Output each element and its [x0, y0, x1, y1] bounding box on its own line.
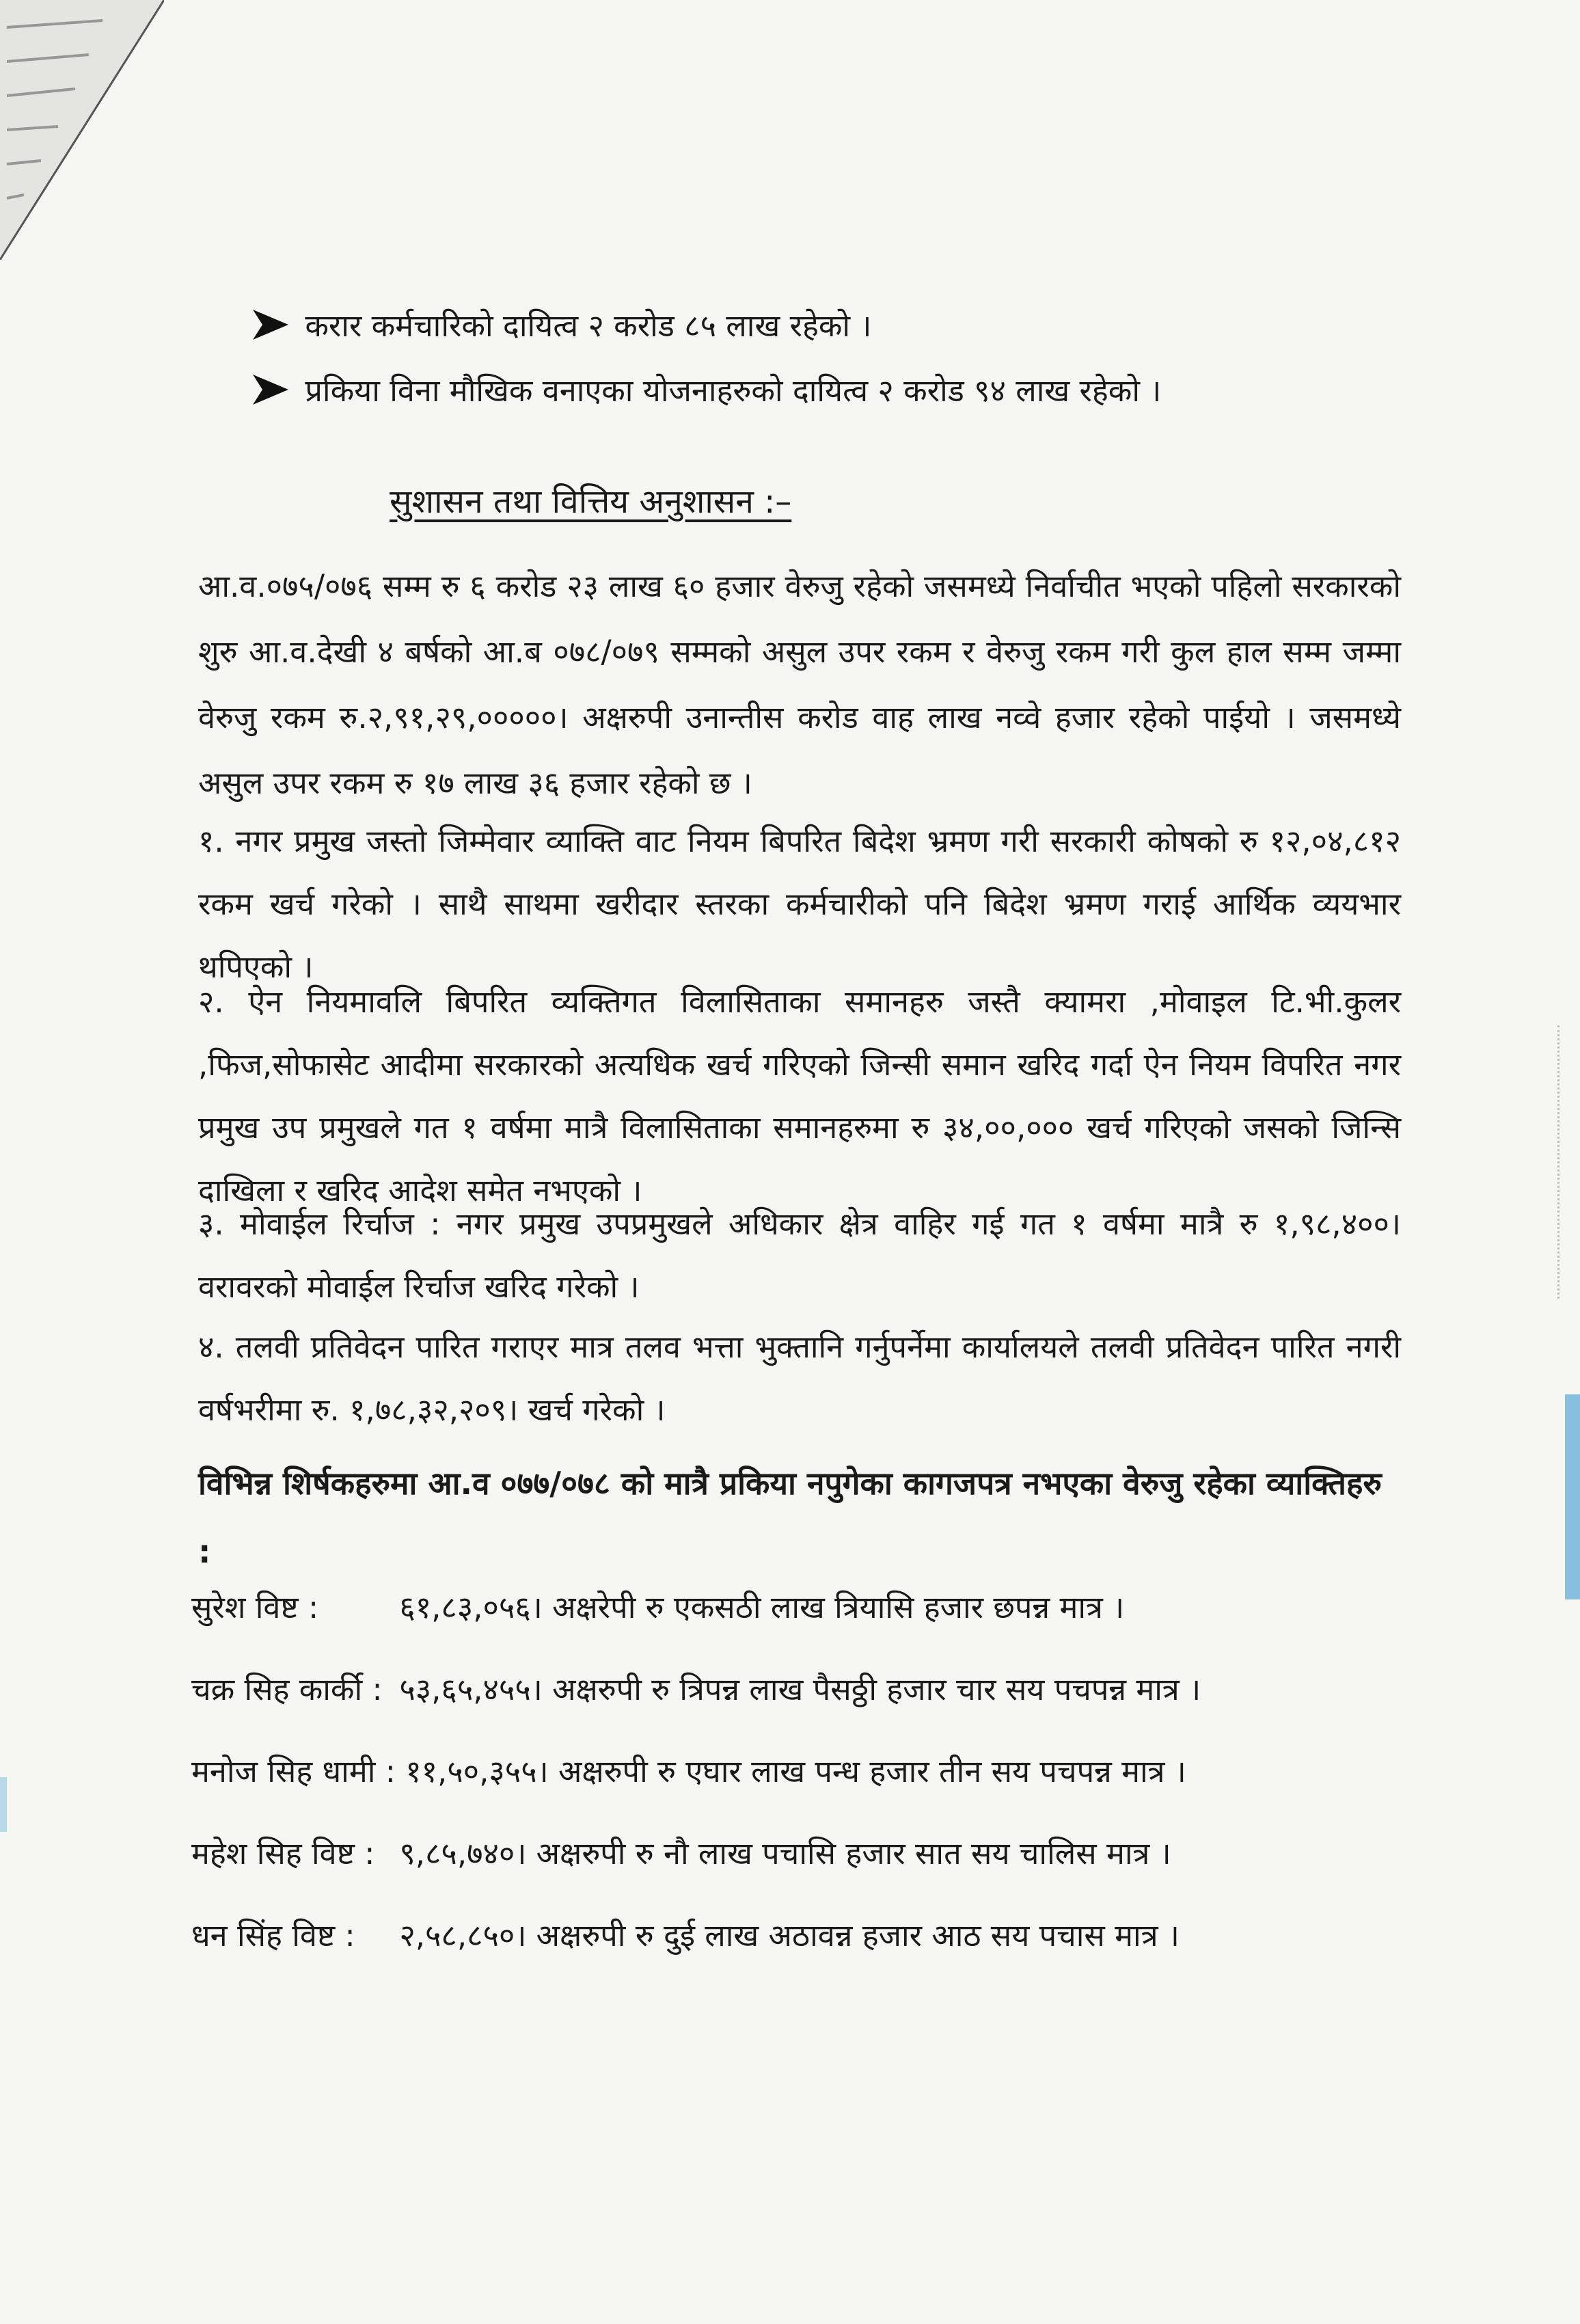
- person-name: मनोज सिह धामी :: [191, 1753, 396, 1789]
- numbered-point: ३. मोवाईल रिर्चाज : नगर प्रमुख उपप्रमुखले अधिकार क्षेत्र वाहिर गई गत १ वर्षमा मात्रै रु १,९८,४००। वरावरको मोवाईल रिर्चाज खरिद गरेको ।: [198, 1206, 1401, 1305]
- person-name: चक्र सिह कार्की :: [191, 1671, 383, 1707]
- person-row: [191, 1832, 1171, 1874]
- person-amount: ९,८५,७४०। अक्षरुपी रु नौ लाख पचासि हजार सात सय चालिस मात्र ।: [399, 1835, 1171, 1872]
- person-amount: २,५८,८५०। अक्षरुपी रु दुई लाख अठावन्न हजार आठ सय पचास मात्र ।: [399, 1917, 1180, 1954]
- numbered-point: ४. तलवी प्रतिवेदन पारित गराएर मात्र तलव भत्ता भुक्तानि गर्नुपर्नेमा कार्यालयले तलवी प्रतिवेदन पारित नगरी वर्षभरीमा रु. १,७८,३२,२०९। खर्च गरेको ।: [198, 1329, 1401, 1428]
- bullet-item: [253, 369, 1161, 412]
- person-amount: ५३,६५,४५५। अक्षरुपी रु त्रिपन्न लाख पैसठ्ठी हजार चार सय पचपन्न मात्र ।: [399, 1671, 1201, 1707]
- person-row: [191, 1668, 1201, 1710]
- arrow-bullet-icon: [253, 310, 295, 347]
- numbered-point: २. ऐन नियमावलि बिपरित व्यक्तिगत विलासिताका समानहरु जस्तै क्यामरा ,मोवाइल टि.भी.कुलर ,फिज,सोफासेट आदीमा सरकारको अत्यधिक खर्च गरिएको जिन्सी समान खरिद गर्दा ऐन नियम विपरित नगर प्रमुख उप प्रमुखले गत १ वर्षमा मात्रै विलासिताका समानहरुमा रु ३४,००,००० खर्च गरिएको जसको जिन्सि दाखिला र खरिद आदेश समेत नभएको ।: [198, 984, 1401, 1208]
- folded-paper-corner: [0, 0, 164, 260]
- page-edge-marks: [1553, 1025, 1559, 1299]
- intro-paragraph: आ.व.०७५/०७६ सम्म रु ६ करोड २३ लाख ६० हजार वेरुजु रहेको जसमध्ये निर्वाचीत भएको पहिलो सरकारको शुरु आ.व.देखी ४ बर्षको आ.ब ०७८/०७९ सम्मको असुल उपर रकम र वेरुजु रकम गरी कुल हाल सम्म जम्मा वेरुजु रकम रु.२,९१,२९,०००००। अक्षरुपी उनान्तीस करोड वाह लाख नव्वे हजार रहेको पाईयो । जसमध्ये असुल उपर रकम रु १७ लाख ३६ हजार रहेको छ ।: [198, 568, 1401, 801]
- person-name: महेश सिह विष्ट :: [191, 1835, 375, 1872]
- bullet-text: करार कर्मचारिको दायित्व २ करोड ८५ लाख रहेको ।: [305, 308, 872, 344]
- person-amount: ११,५०,३५५। अक्षरुपी रु एघार लाख पन्ध हजार तीन सय पचपन्न मात्र ।: [405, 1753, 1186, 1789]
- persons-heading: विभिन्न शिर्षकहरुमा आ.व ०७७/०७८ को मात्रै प्रकिया नपुगेका कागजपत्र नभएका वेरुजु रहेका व्याक्तिहरु :: [198, 1465, 1382, 1570]
- arrow-bullet-icon: [253, 375, 295, 412]
- person-row: [191, 1750, 1186, 1792]
- page-edge-tab: [1565, 1394, 1580, 1599]
- person-name: सुरेश विष्ट :: [191, 1589, 319, 1625]
- person-amount: ६१,८३,०५६। अक्षरेपी रु एकसठी लाख त्रियासि हजार छपन्न मात्र ।: [399, 1589, 1125, 1625]
- person-row: [191, 1586, 1124, 1627]
- person-name: धन सिंह विष्ट :: [191, 1917, 355, 1954]
- bullet-item: [253, 304, 871, 347]
- bullet-text: प्रकिया विना मौखिक वनाएका योजनाहरुको दायित्व २ करोड ९४ लाख रहेको ।: [305, 373, 1162, 409]
- person-row: [191, 1914, 1180, 1956]
- section-heading: सुशासन तथा वित्तिय अनुशासन :–: [390, 483, 792, 521]
- numbered-point: १. नगर प्रमुख जस्तो जिम्मेवार व्याक्ति वाट नियम बिपरित बिदेश भ्रमण गरी सरकारी कोषको रु १२,०४,८१२ रकम खर्च गरेको । साथै साथमा खरीदार स्तरका कर्मचारीको पनि बिदेश भ्रमण गराई आर्थिक व्ययभार थपिएको ।: [198, 823, 1401, 985]
- page-edge-smudge: [0, 1777, 7, 1832]
